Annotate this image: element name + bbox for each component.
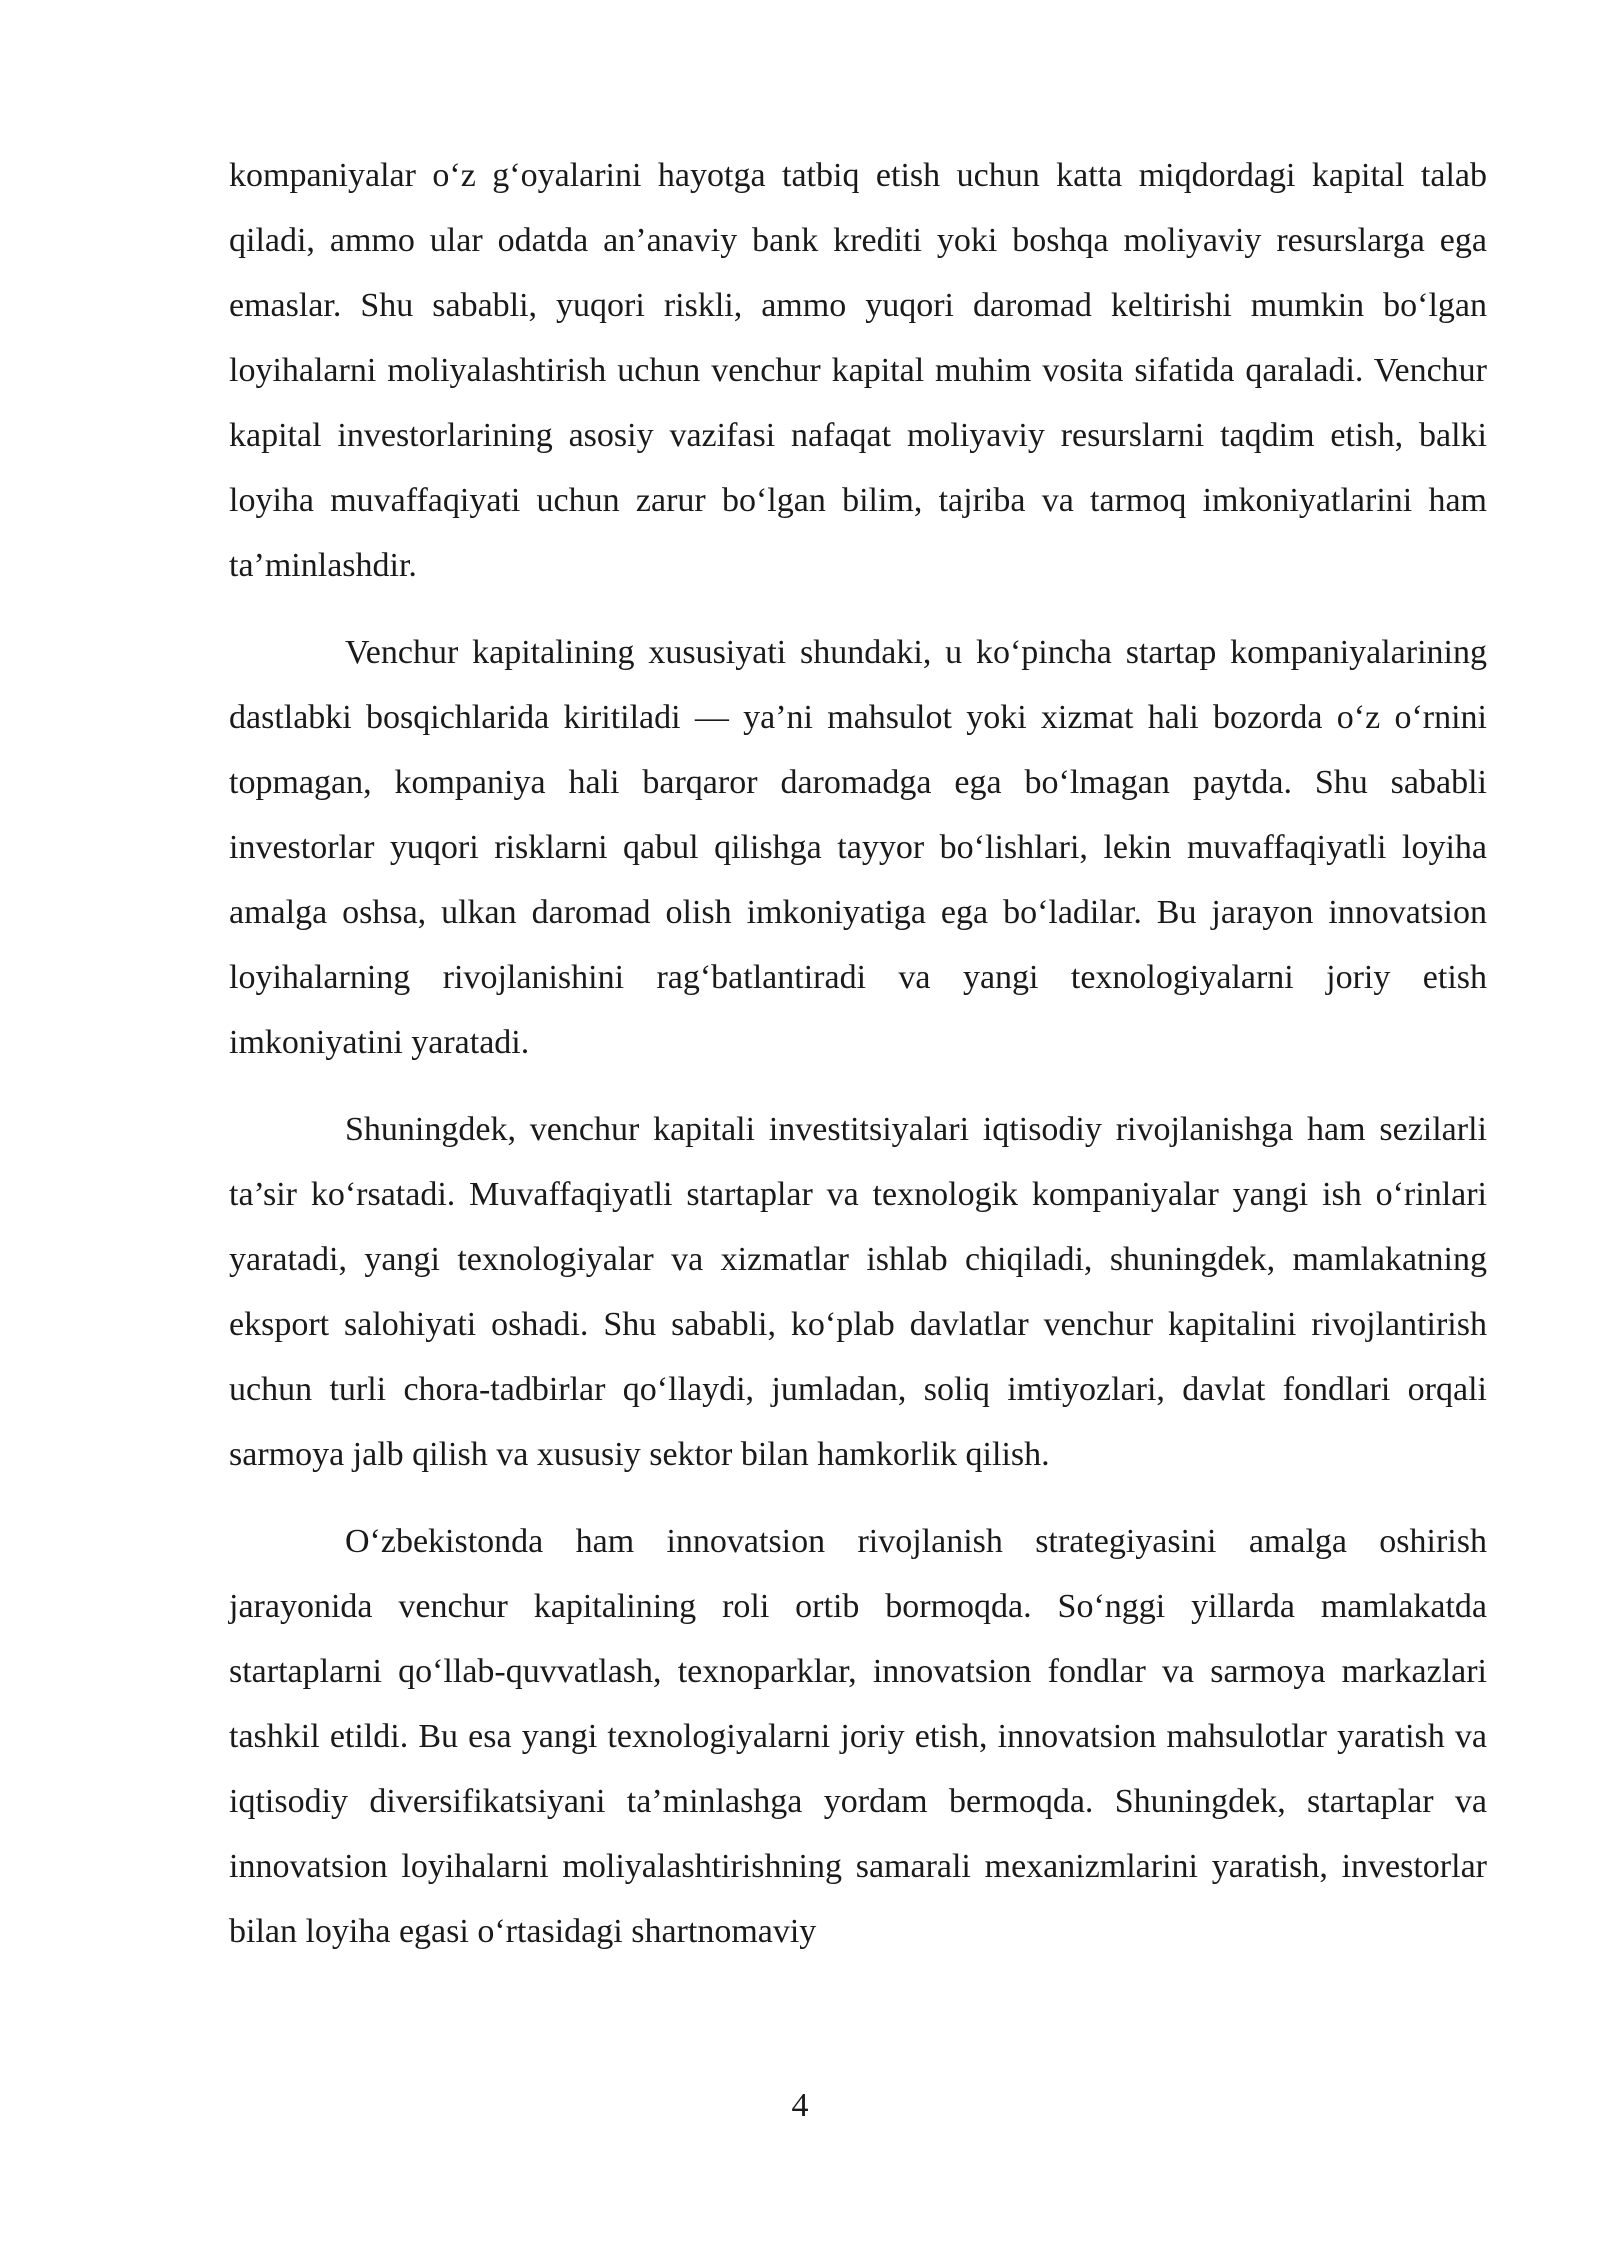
paragraph-2: Venchur kapitalining xususiyati shundaki, u ko‘pincha startap kompaniyalarining dastlabki bosqichlarida kiritiladi — ya’ni mahsulot yoki xizmat hali bozorda o‘z o‘rnini topmagan, kompaniya hali barqaror daromadga ega bo‘lmagan paytda. Shu sababli investorlar yuqori risklarni qabul qilishga tayyor bo‘lishlari, lekin muvaffaqiyatli loyiha amalga oshsa, ulkan daromad olish imkoniyatiga ega bo‘ladilar. Bu jarayon innovatsion loyihalarning rivojlanishini rag‘batlantiradi va yangi texnologiyalarni joriy etish imkoniyatini yaratadi. — [229, 634, 1487, 1061]
paragraph-1: kompaniyalar o‘z g‘oyalarini hayotga tatbiq etish uchun katta miqdordagi kapital talab qiladi, ammo ular odatda an’anaviy bank krediti yoki boshqa moliyaviy resurslarga ega emaslar. Shu sababli, yuqori riskli, ammo yuqori daromad keltirishi mumkin bo‘lgan loyihalarni moliyalashtirish uchun venchur kapital muhim vosita sifatida qaraladi. Venchur kapital investorlarining asosiy vazifasi nafaqat moliyaviy resurslarni taqdim etish, balki loyiha muvaffaqiyati uchun zarur bo‘lgan bilim, tajriba va tarmoq imkoniyatlarini ham ta’minlashdir. — [229, 157, 1487, 584]
paragraph-3: Shuningdek, venchur kapitali investitsiyalari iqtisodiy rivojlanishga ham sezilarli ta’sir ko‘rsatadi. Muvaffaqiyatli startaplar va texnologik kompaniyalar yangi ish o‘rinlari yaratadi, yangi texnologiyalar va xizmatlar ishlab chiqiladi, shuningdek, mamlakatning eksport salohiyati oshadi. Shu sababli, ko‘plab davlatlar venchur kapitalini rivojlantirish uchun turli chora-tadbirlar qo‘llaydi, jumladan, soliq imtiyozlari, davlat fondlari orqali sarmoya jalb qilish va xususiy sektor bilan hamkorlik qilish. — [229, 1111, 1487, 1473]
paragraph-4: O‘zbekistonda ham innovatsion rivojlanish strategiyasini amalga oshirish jarayonida venchur kapitalining roli ortib bormoqda. So‘nggi yillarda mamlakatda startaplarni qo‘llab-quvvatlash, texnoparklar, innovatsion fondlar va sarmoya markazlari tashkil etildi. Bu esa yangi texnologiyalarni joriy etish, innovatsion mahsulotlar yaratish va iqtisodiy diversifikatsiyani ta’minlashga yordam bermoqda. Shuningdek, startaplar va innovatsion loyihalarni moliyalashtirishning samarali mexanizmlarini yaratish, investorlar bilan loyiha egasi o‘rtasidagi shartnomaviy — [229, 1523, 1487, 1950]
body-text — [229, 143, 1487, 1964]
page-number: 4 — [791, 2087, 809, 2124]
